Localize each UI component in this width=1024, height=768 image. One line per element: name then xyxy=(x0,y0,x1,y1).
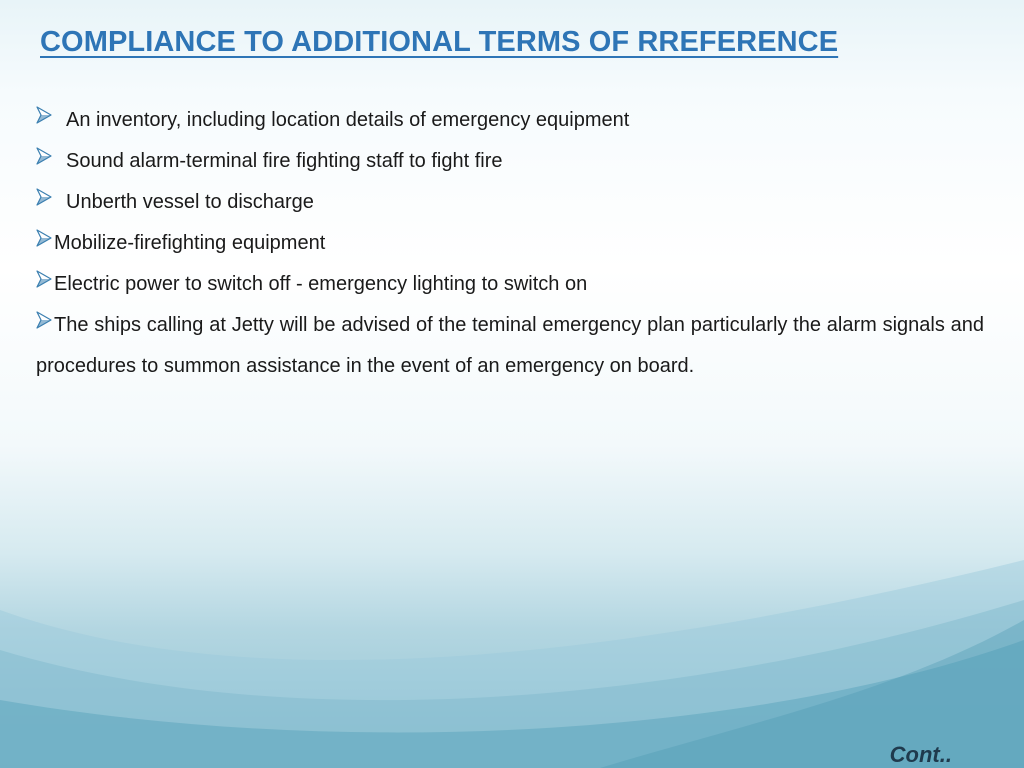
bullet-text: Electric power to switch off - emergency lighting to switch on xyxy=(54,273,588,295)
continued-note: Cont.. xyxy=(889,742,952,767)
bullet-text: Sound alarm-terminal fire fighting staff to fight fire xyxy=(66,150,503,172)
bullet-item xyxy=(36,264,984,305)
arrow-bullet-icon xyxy=(36,270,52,288)
bullet-item xyxy=(36,182,984,223)
arrow-bullet-icon xyxy=(36,106,52,124)
bullet-item xyxy=(36,223,984,264)
bullet-text: Mobilize-firefighting equipment xyxy=(54,232,326,254)
arrow-bullet-icon xyxy=(36,188,52,206)
bullet-item xyxy=(36,141,984,182)
bullet-list xyxy=(36,100,984,387)
slide-title: COMPLIANCE TO ADDITIONAL TERMS OF RREFERENCE xyxy=(40,26,839,58)
bullet-item xyxy=(36,305,984,387)
arrow-bullet-icon xyxy=(36,229,52,247)
bullet-text: The ships calling at Jetty will be advised of the teminal emergency plan particularly the alarm signals and procedures to summon assistance in the event of an emergency on board. xyxy=(36,314,984,377)
arrow-bullet-icon xyxy=(36,147,52,165)
arrow-bullet-icon xyxy=(36,311,52,329)
bullet-text: Unberth vessel to discharge xyxy=(66,191,314,213)
bullet-text: An inventory, including location details of emergency equipment xyxy=(66,109,630,131)
bullet-item xyxy=(36,100,984,141)
